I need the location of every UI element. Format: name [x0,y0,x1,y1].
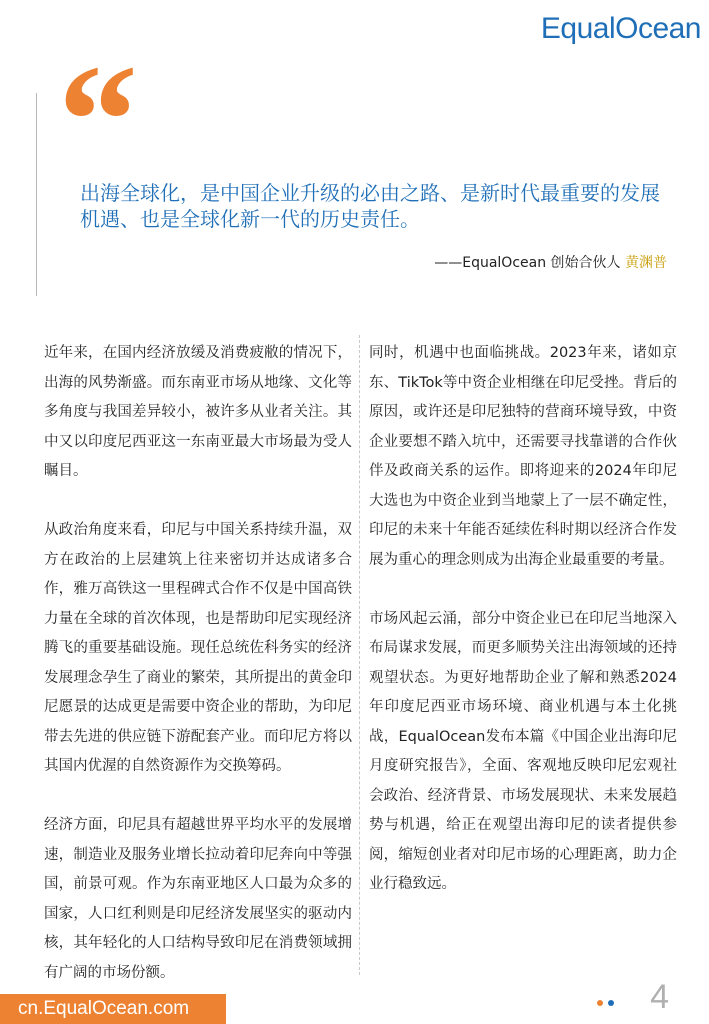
attribution-name: 黄渊普 [625,255,667,271]
paragraph: 市场风起云涌，部分中资企业已在印尼当地深入布局谋求发展，而更多顺势关注出海领域的还持观望状态。为更好地帮助企业了解和熟悉2024年印度尼西亚市场环境、商业机遇与本土化挑战，EqualOcean发布本篇《中国企业出海印尼月度研究报告》，全面、客观地反映印尼宏观社会政治、经济背景、市场发展现状、未来发展趋势与机遇，给正在观望出海印尼的读者提供参阅，缩短创业者对印尼市场的心理距离，助力企业行稳致远。 [369,610,677,892]
orange-dot-icon [597,1000,603,1006]
page-number: 4 [650,978,669,1016]
paragraph: 从政治角度来看，印尼与中国关系持续升温，双方在政治的上层建筑上往来密切并达成诸多合作，雅万高铁这一里程碑式合作不仅是中国高铁力量在全球的首次体现，也是帮助印尼实现经济腾飞的重要基础设施。现任总统佐科务实的经济发展理念孕生了商业的繁荣，其所提出的黄金印尼愿景的达成更是需要中资企业的帮助，为印尼带去先进的供应链下游配套产业。而印尼方将以其国内优渥的自然资源作为交换筹码。 [44,522,352,774]
paragraph: 同时，机遇中也面临挑战。2023年来，诸如京东、TikTok等中资企业相继在印尼受挫。背后的原因，或许还是印尼独特的营商环境导致，中资企业要想不踏入坑中，还需要寻找靠谱的合作伙伴及政商关系的运作。即将迎来的2024年印尼大选也为中资企业到当地蒙上了一层不确定性，印尼的未来十年能否延续佐科时期以经济合作发展为重心的理念则成为出海企业最重要的考量。 [369,345,677,568]
decorative-dots-icon [597,991,619,1010]
left-column [44,339,352,988]
right-column [369,339,677,900]
paragraph: 经济方面，印尼具有超越世界平均水平的发展增速，制造业及服务业增长拉动着印尼奔向中等强国，前景可观。作为东南亚地区人口最为众多的国家，人口红利则是印尼经济发展坚实的驱动内核，其年轻化的人口结构导致印尼在消费领域拥有广阔的市场份额。 [44,817,352,981]
quote-mark-icon: “ [58,31,138,209]
equalocean-logo: EqualOcean [540,12,701,45]
footer-website-link[interactable]: cn.EqualOcean.com [0,994,226,1024]
pull-quote-text: 出海全球化，是中国企业升级的必由之路、是新时代最重要的发展机遇、也是全球化新一代的历史责任。 [80,181,660,231]
attribution-prefix: ——EqualOcean 创始合伙人 [434,255,625,271]
blue-dot-icon [608,1000,614,1006]
paragraph: 近年来，在国内经济放缓及消费疲敝的情况下，出海的风势渐盛。而东南亚市场从地缘、文化等多角度与我国差异较小，被许多从业者关注。其中又以印度尼西亚这一东南亚最大市场最为受人瞩目。 [44,345,352,479]
quote-sidebar-line [36,93,37,296]
column-divider [359,335,360,975]
quote-attribution [434,252,667,272]
